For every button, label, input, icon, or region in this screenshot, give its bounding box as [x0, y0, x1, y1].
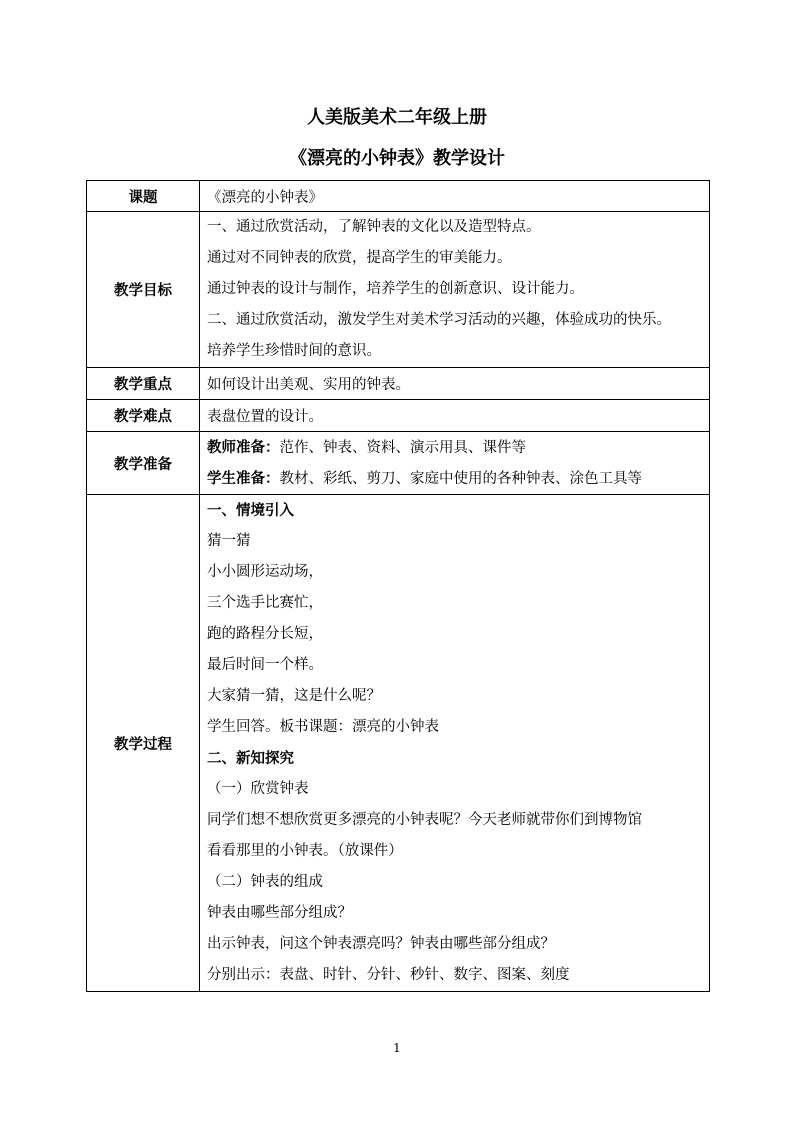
- row-label-topic: 课题: [87, 181, 200, 212]
- table-row: [87, 212, 710, 368]
- list-item: 一、通过欣赏活动，了解钟表的文化以及造型特点。: [207, 219, 541, 235]
- student-prep-text: 教材、彩纸、剪刀、家庭中使用的各种钟表、涂色工具等: [279, 471, 642, 487]
- list-item: 小小圆形运动场，: [207, 564, 323, 580]
- list-item: 学生回答。板书课题：漂亮的小钟表: [207, 719, 439, 735]
- teacher-prep-text: 范作、钟表、资料、演示用具、课件等: [279, 440, 526, 456]
- row-content-process: [200, 495, 710, 992]
- section-heading: 一、情境引入: [207, 502, 294, 519]
- row-label-process: 教学过程: [87, 495, 200, 992]
- table-row: [87, 495, 710, 992]
- row-content-topic: 《漂亮的小钟表》: [200, 181, 710, 212]
- list-item: 跑的路程分长短，: [207, 626, 323, 642]
- section-heading: 二、新知探究: [207, 750, 294, 767]
- list-item: 分别出示：表盘、时针、分针、秒针、数字、图案、刻度: [207, 967, 570, 983]
- row-content-difficulty: 表盘位置的设计。: [200, 400, 710, 432]
- row-label-goals: 教学目标: [87, 212, 200, 368]
- row-content-goals: [200, 212, 710, 368]
- row-label-difficulty: 教学难点: [87, 400, 200, 432]
- row-content-preparation: [200, 432, 710, 495]
- list-item: 通过对不同钟表的欣赏，提高学生的审美能力。: [207, 250, 512, 266]
- list-item: 培养学生珍惜时间的意识。: [207, 343, 381, 359]
- list-item: 同学们想不想欣赏更多漂亮的小钟表呢？今天老师就带你们到博物馆: [207, 812, 642, 828]
- list-item: （一）欣赏钟表: [207, 781, 309, 797]
- table-row: [87, 368, 710, 400]
- list-item: 出示钟表，问这个钟表漂亮吗？钟表由哪些部分组成？: [207, 936, 555, 952]
- list-item: 二、通过欣赏活动，激发学生对美术学习活动的兴趣，体验成功的快乐。: [207, 312, 671, 328]
- teacher-prep-label: 教师准备：: [207, 439, 280, 456]
- table-row: [87, 432, 710, 495]
- table-row: [87, 400, 710, 432]
- row-label-preparation: 教学准备: [87, 432, 200, 495]
- student-prep-label: 学生准备：: [207, 470, 280, 487]
- table-row: [87, 181, 710, 212]
- list-item: 猜一猜: [207, 533, 251, 549]
- list-item: [207, 463, 709, 494]
- lesson-plan-table: [86, 180, 710, 992]
- list-item: 通过钟表的设计与制作，培养学生的创新意识、设计能力。: [207, 281, 584, 297]
- list-item: [207, 432, 709, 463]
- list-item: 最后时间一个样。: [207, 657, 323, 673]
- list-item: 钟表由哪些部分组成？: [207, 905, 352, 921]
- row-label-key-point: 教学重点: [87, 368, 200, 400]
- page-subtitle: 《漂亮的小钟表》教学设计: [289, 148, 505, 169]
- page-title: 人美版美术二年级上册: [307, 107, 487, 128]
- row-content-key-point: 如何设计出美观、实用的钟表。: [200, 368, 710, 400]
- page-number: 1: [393, 1041, 401, 1055]
- list-item: 大家猜一猜，这是什么呢？: [207, 688, 381, 704]
- list-item: 看看那里的小钟表。（放课件）: [207, 843, 403, 859]
- list-item: （二）钟表的组成: [207, 874, 323, 890]
- list-item: 三个选手比赛忙，: [207, 595, 323, 611]
